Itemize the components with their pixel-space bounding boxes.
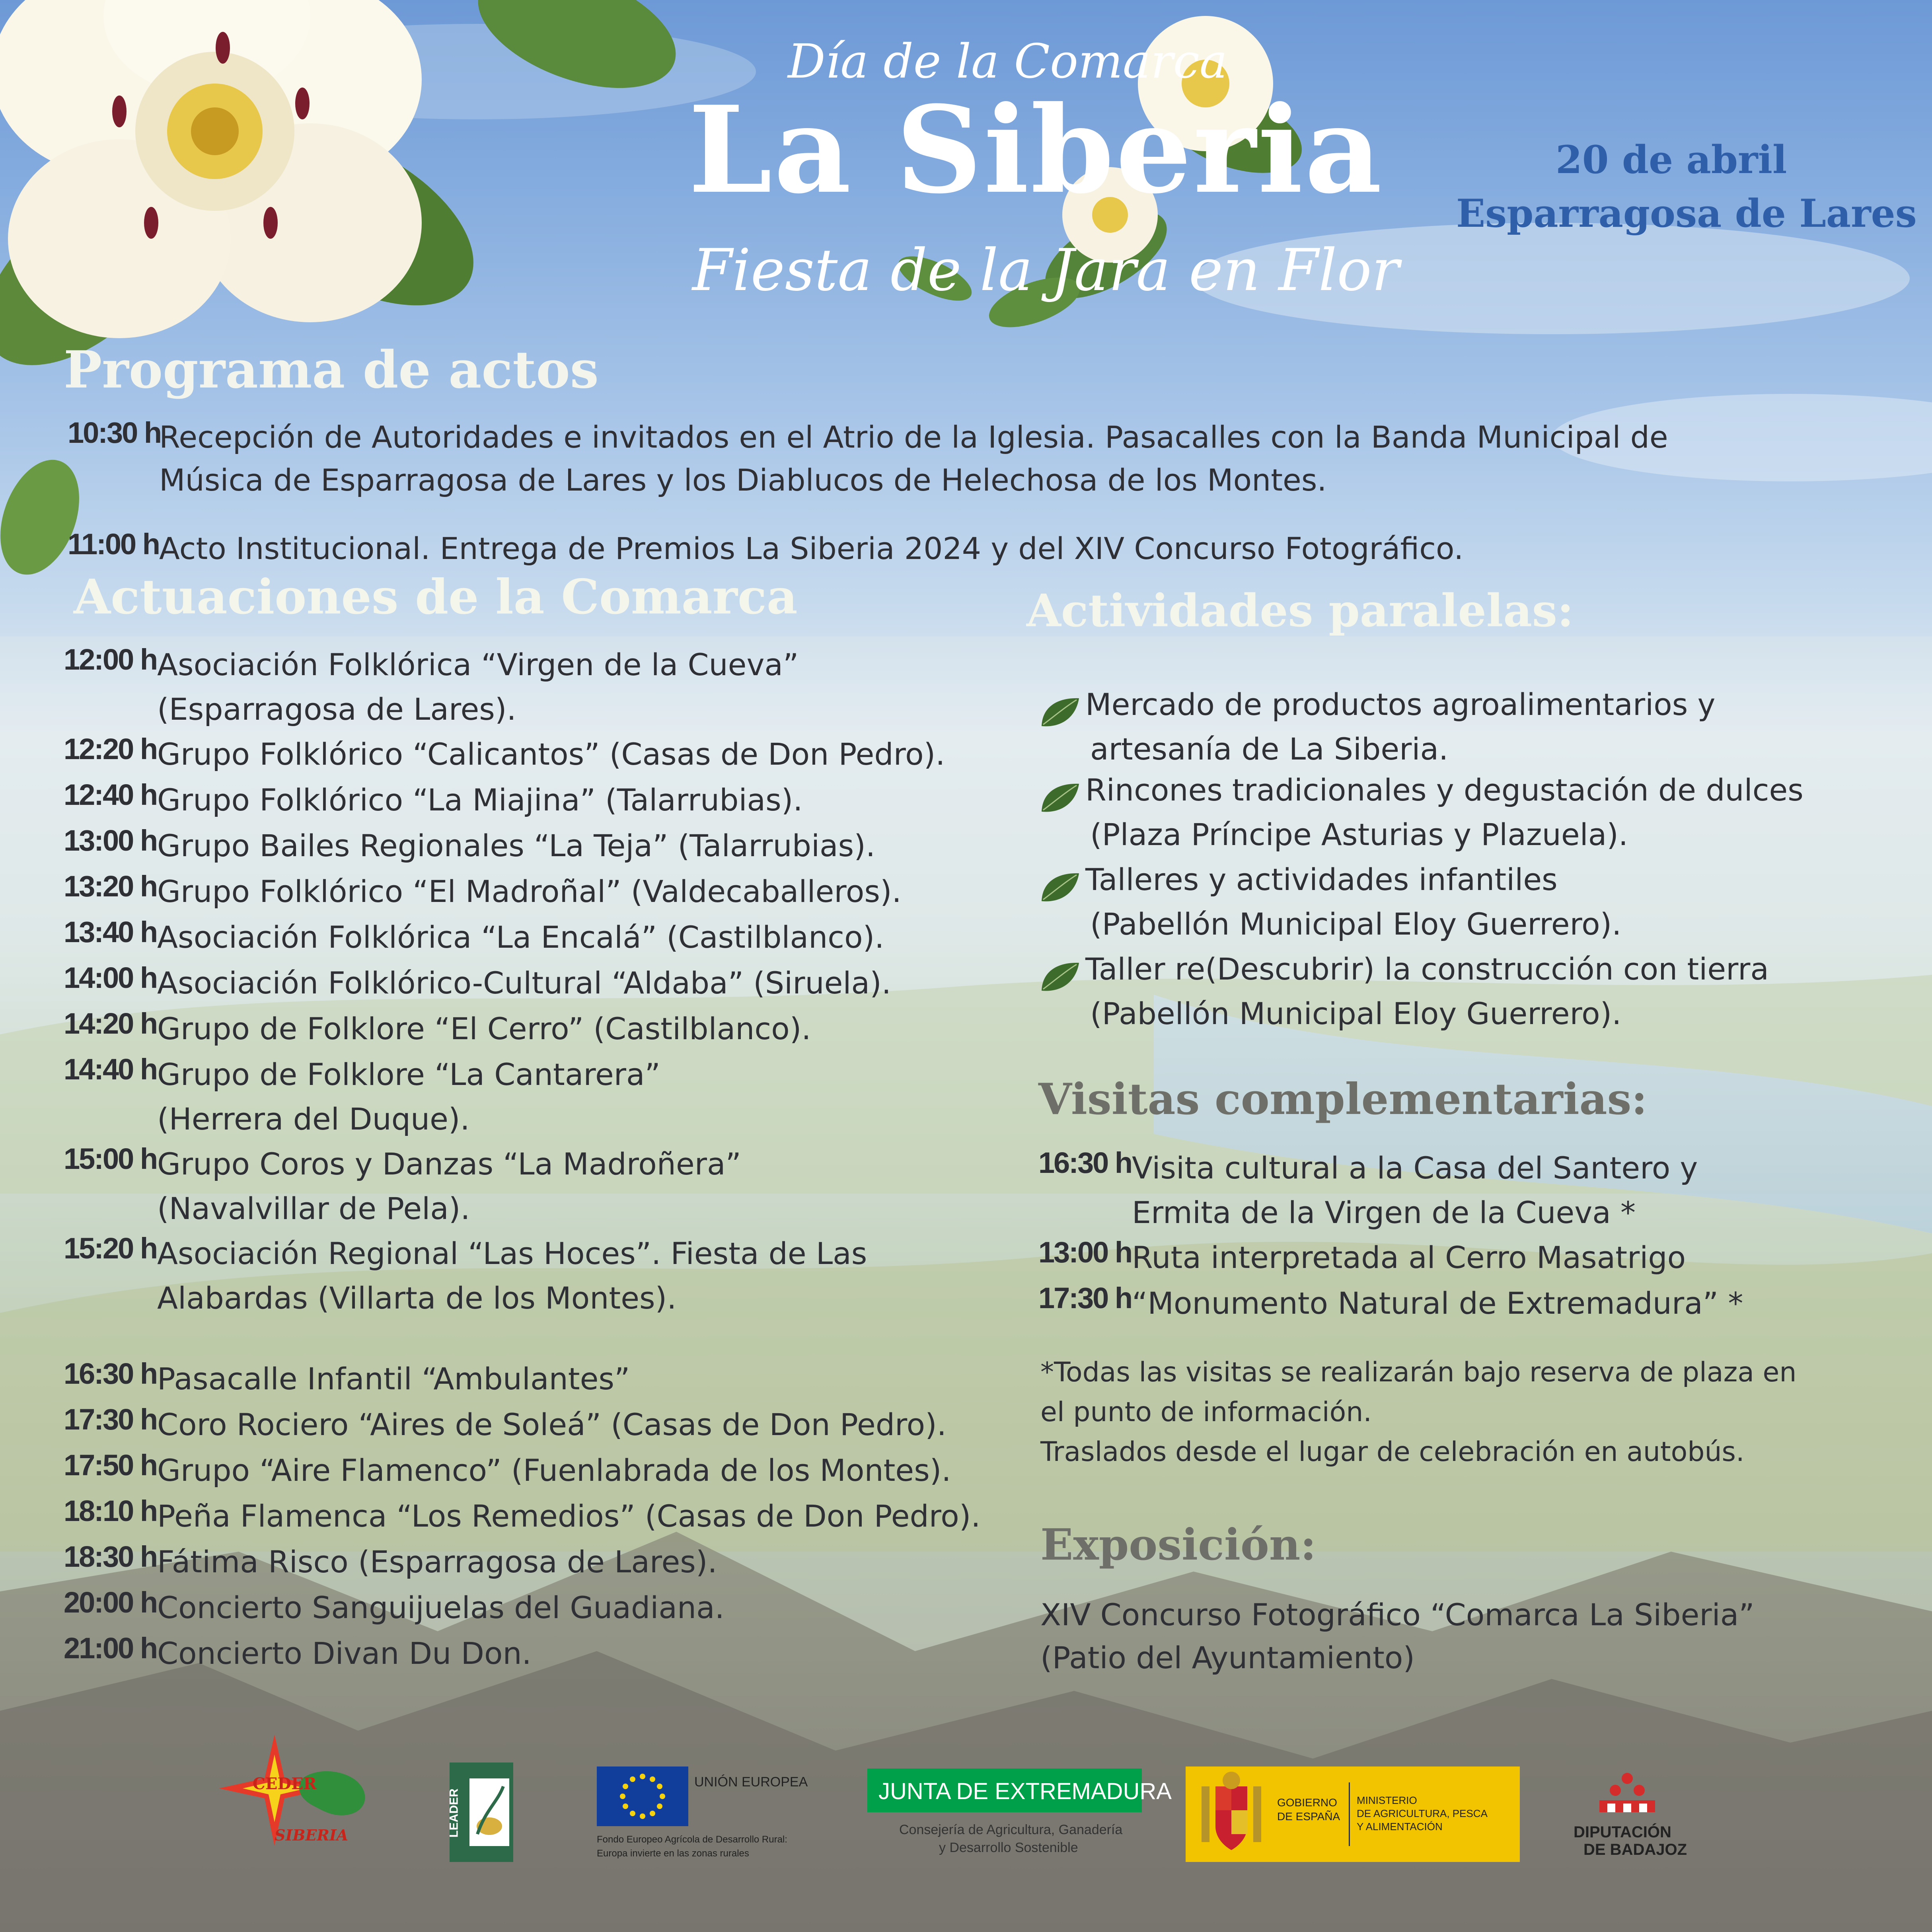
- event-text: Ruta interpretada al Cerro Masatrigo: [1132, 1240, 1686, 1275]
- schedule-item: [64, 1007, 811, 1051]
- schedule-item: [64, 1631, 532, 1676]
- leaf-bullet-icon: [1038, 959, 1082, 995]
- event-text: Alabardas (Villarta de los Montes).: [157, 1280, 677, 1316]
- activity-text: (Pabellón Municipal Eloy Guerrero).: [1090, 996, 1622, 1031]
- event-text: (Esparragosa de Lares).: [157, 691, 516, 727]
- event-text: Concierto Sanguijuelas del Guadiana.: [157, 1590, 724, 1625]
- event-time: 12:00 h: [64, 643, 157, 676]
- event-text: Concierto Divan Du Don.: [157, 1636, 532, 1671]
- subtitle-bottom: Fiesta de la Jara en Flor: [692, 237, 1399, 304]
- diputacion-emblem-icon: [1591, 1772, 1663, 1816]
- event-time: 14:40 h: [64, 1053, 157, 1086]
- leader-text: LEADER: [447, 1788, 461, 1838]
- event-text: (Navalvillar de Pela).: [157, 1191, 470, 1226]
- event-text: Asociación Folklórica “La Encalá” (Castilblanco).: [157, 919, 884, 955]
- min-line-3: Y ALIMENTACIÓN: [1357, 1821, 1443, 1833]
- programa-item: [68, 527, 1463, 570]
- event-time: 20:00 h: [64, 1586, 157, 1619]
- siberia-text: SIBERIA: [275, 1826, 349, 1844]
- leaf-bullet-icon: [1038, 869, 1082, 905]
- event-text: Grupo Folklórico “La Miajina” (Talarrubias).: [157, 782, 803, 818]
- event-text: Peña Flamenca “Los Remedios” (Casas de Don Pedro).: [157, 1498, 981, 1534]
- event-text: Grupo Bailes Regionales “La Teja” (Talarrubias).: [157, 828, 876, 863]
- paralelas-heading: Actividades paralelas:: [1026, 585, 1574, 637]
- min-line-1: MINISTERIO: [1357, 1794, 1417, 1806]
- event-text: Grupo Folklórico “Calicantos” (Casas de Don Pedro).: [157, 736, 945, 772]
- event-time: 10:30 h: [68, 416, 161, 449]
- event-time: 12:20 h: [64, 732, 157, 765]
- event-time: 16:30 h: [1038, 1146, 1132, 1179]
- schedule-item: [64, 915, 884, 960]
- actuaciones-heading: Actuaciones de la Comarca: [74, 569, 798, 625]
- activity-text: Mercado de productos agroalimentarios y: [1085, 687, 1716, 722]
- event-text: Coro Rociero “Aires de Soleá” (Casas de Don Pedro).: [157, 1407, 947, 1442]
- event-time: 14:20 h: [64, 1007, 157, 1040]
- schedule-item: [64, 1142, 741, 1231]
- event-time: 13:40 h: [64, 915, 157, 948]
- activity-item: [1038, 768, 1803, 857]
- eu-line-2: Europa invierte en las zonas rurales: [597, 1848, 749, 1859]
- event-text: Grupo “Aire Flamenco” (Fuenlabrada de los Montes).: [157, 1453, 951, 1488]
- exposicion-line: (Patio del Ayuntamiento): [1040, 1640, 1415, 1675]
- visitas-heading: Visitas complementarias:: [1038, 1074, 1648, 1124]
- event-time: 18:10 h: [64, 1494, 157, 1527]
- event-text: Visita cultural a la Casa del Santero y: [1132, 1150, 1698, 1186]
- activity-text: Taller re(Descubrir) la construcción con tierra: [1085, 951, 1769, 987]
- exposicion-line: XIV Concurso Fotográfico “Comarca La Siberia”: [1040, 1597, 1755, 1632]
- diputacion-badajoz-logo: [1568, 1772, 1691, 1864]
- note-line: *Todas las visitas se realizarán bajo reserva de plaza en: [1040, 1357, 1797, 1388]
- event-time: 13:00 h: [64, 824, 157, 857]
- ceder-text: CEDER: [253, 1774, 317, 1793]
- activity-item: [1038, 947, 1769, 1036]
- schedule-item: [64, 1540, 717, 1584]
- event-time: 13:20 h: [64, 870, 157, 903]
- event-place: Esparragosa de Lares: [1456, 191, 1917, 236]
- event-time: 17:30 h: [1038, 1282, 1132, 1315]
- leader-logo: [447, 1763, 513, 1862]
- gob-line-1: GOBIERNO: [1277, 1796, 1337, 1809]
- eu-logo: [597, 1766, 820, 1862]
- activity-text: (Plaza Príncipe Asturias y Plazuela).: [1090, 817, 1628, 852]
- event-time: 15:20 h: [64, 1232, 157, 1265]
- gob-line-2: DE ESPAÑA: [1277, 1810, 1340, 1823]
- junta-title: JUNTA DE EXTREMADURA: [878, 1778, 1172, 1804]
- subtitle-top: Día de la Comarca: [788, 34, 1228, 89]
- event-time: 11:00 h: [68, 528, 159, 561]
- activity-item: [1038, 857, 1621, 947]
- exposicion-text: [1040, 1593, 1755, 1679]
- event-time: 21:00 h: [64, 1632, 157, 1665]
- schedule-item: [1038, 1281, 1743, 1326]
- event-text: Asociación Folklórico-Cultural “Aldaba” (Siruela).: [157, 965, 891, 1001]
- event-text: Grupo de Folklore “La Cantarera”: [157, 1057, 660, 1092]
- activity-text: (Pabellón Municipal Eloy Guerrero).: [1090, 906, 1622, 942]
- programa-heading: Programa de actos: [64, 340, 599, 400]
- leaf-bullet-icon: [1038, 780, 1082, 816]
- event-text: Música de Esparragosa de Lares y los Diablucos de Helechosa de los Montes.: [159, 462, 1327, 498]
- event-time: 13:00 h: [1038, 1236, 1132, 1269]
- ceder-siberia-logo: [215, 1731, 382, 1850]
- event-text: Acto Institucional. Entrega de Premios La Siberia 2024 y del XIV Concurso Fotográfico.: [159, 531, 1464, 566]
- schedule-item: [64, 1448, 951, 1493]
- event-time: 16:30 h: [64, 1357, 157, 1390]
- gobierno-espana-logo: [1186, 1766, 1520, 1862]
- schedule-item: [64, 1494, 981, 1539]
- schedule-item: [64, 1052, 660, 1141]
- schedule-item: [64, 961, 891, 1005]
- junta-line-1: Consejería de Agricultura, Ganadería: [899, 1822, 1123, 1837]
- event-text: Grupo Folklórico “El Madroñal” (Valdecaballeros).: [157, 874, 902, 909]
- programa-item: [68, 416, 1668, 502]
- event-text: (Herrera del Duque).: [157, 1101, 470, 1137]
- leaf-icon: [469, 1778, 509, 1846]
- schedule-item: [1038, 1235, 1686, 1280]
- schedule-item: [64, 732, 945, 777]
- event-text: Asociación Regional “Las Hoces”. Fiesta de Las: [157, 1236, 867, 1271]
- schedule-item: [1038, 1146, 1698, 1235]
- coat-of-arms-icon: [1194, 1770, 1269, 1858]
- schedule-item: [64, 1231, 867, 1320]
- event-time: 14:00 h: [64, 961, 157, 994]
- visitas-note: [1040, 1353, 1796, 1472]
- activity-item: [1038, 682, 1716, 771]
- eu-line-1: Fondo Europeo Agrícola de Desarrollo Rural:: [597, 1834, 787, 1845]
- event-text: Recepción de Autoridades e invitados en el Atrio de la Iglesia. Pasacalles con la Banda Municipal de: [159, 419, 1668, 455]
- activity-text: artesanía de La Siberia.: [1090, 731, 1449, 767]
- event-time: 12:40 h: [64, 778, 157, 811]
- schedule-item: [64, 1402, 947, 1447]
- activity-text: Rincones tradicionales y degustación de dulces: [1085, 772, 1803, 808]
- eu-flag-icon: [597, 1766, 688, 1826]
- dip-line-2: DE BADAJOZ: [1583, 1841, 1687, 1858]
- event-text: Pasacalle Infantil “Ambulantes”: [157, 1361, 630, 1396]
- event-text: Grupo de Folklore “El Cerro” (Castilblanco).: [157, 1011, 811, 1046]
- schedule-item: [64, 778, 803, 822]
- event-text: Asociación Folklórica “Virgen de la Cueva”: [157, 647, 799, 682]
- min-line-2: DE AGRICULTURA, PESCA: [1357, 1807, 1488, 1819]
- leaf-bullet-icon: [1038, 694, 1082, 730]
- event-time: 17:30 h: [64, 1403, 157, 1436]
- schedule-item: [64, 1585, 724, 1630]
- event-time: 18:30 h: [64, 1540, 157, 1573]
- schedule-item: [64, 869, 902, 914]
- schedule-item: [64, 824, 875, 868]
- dip-line-1: DIPUTACIÓN: [1574, 1823, 1671, 1841]
- divider: [1349, 1782, 1350, 1846]
- note-line: el punto de información.: [1040, 1396, 1372, 1428]
- main-title: La Siberia: [688, 80, 1384, 220]
- event-time: 15:00 h: [64, 1142, 157, 1175]
- event-time: 17:50 h: [64, 1449, 157, 1482]
- schedule-item: [64, 643, 799, 732]
- schedule-item: [64, 1357, 630, 1401]
- event-date: 20 de abril: [1556, 137, 1787, 182]
- junta-line-2: y Desarrollo Sostenible: [939, 1840, 1078, 1855]
- junta-extremadura-logo: [867, 1768, 1172, 1864]
- eu-title: UNIÓN EUROPEA: [694, 1774, 808, 1790]
- event-text: “Monumento Natural de Extremadura” *: [1132, 1285, 1743, 1321]
- event-text: Ermita de la Virgen de la Cueva *: [1132, 1195, 1636, 1230]
- exposicion-heading: Exposición:: [1040, 1520, 1317, 1570]
- event-text: Fátima Risco (Esparragosa de Lares).: [157, 1544, 717, 1579]
- note-line: Traslados desde el lugar de celebración en autobús.: [1040, 1436, 1745, 1468]
- event-text: Grupo Coros y Danzas “La Madroñera”: [157, 1146, 741, 1182]
- activity-text: Talleres y actividades infantiles: [1085, 862, 1558, 897]
